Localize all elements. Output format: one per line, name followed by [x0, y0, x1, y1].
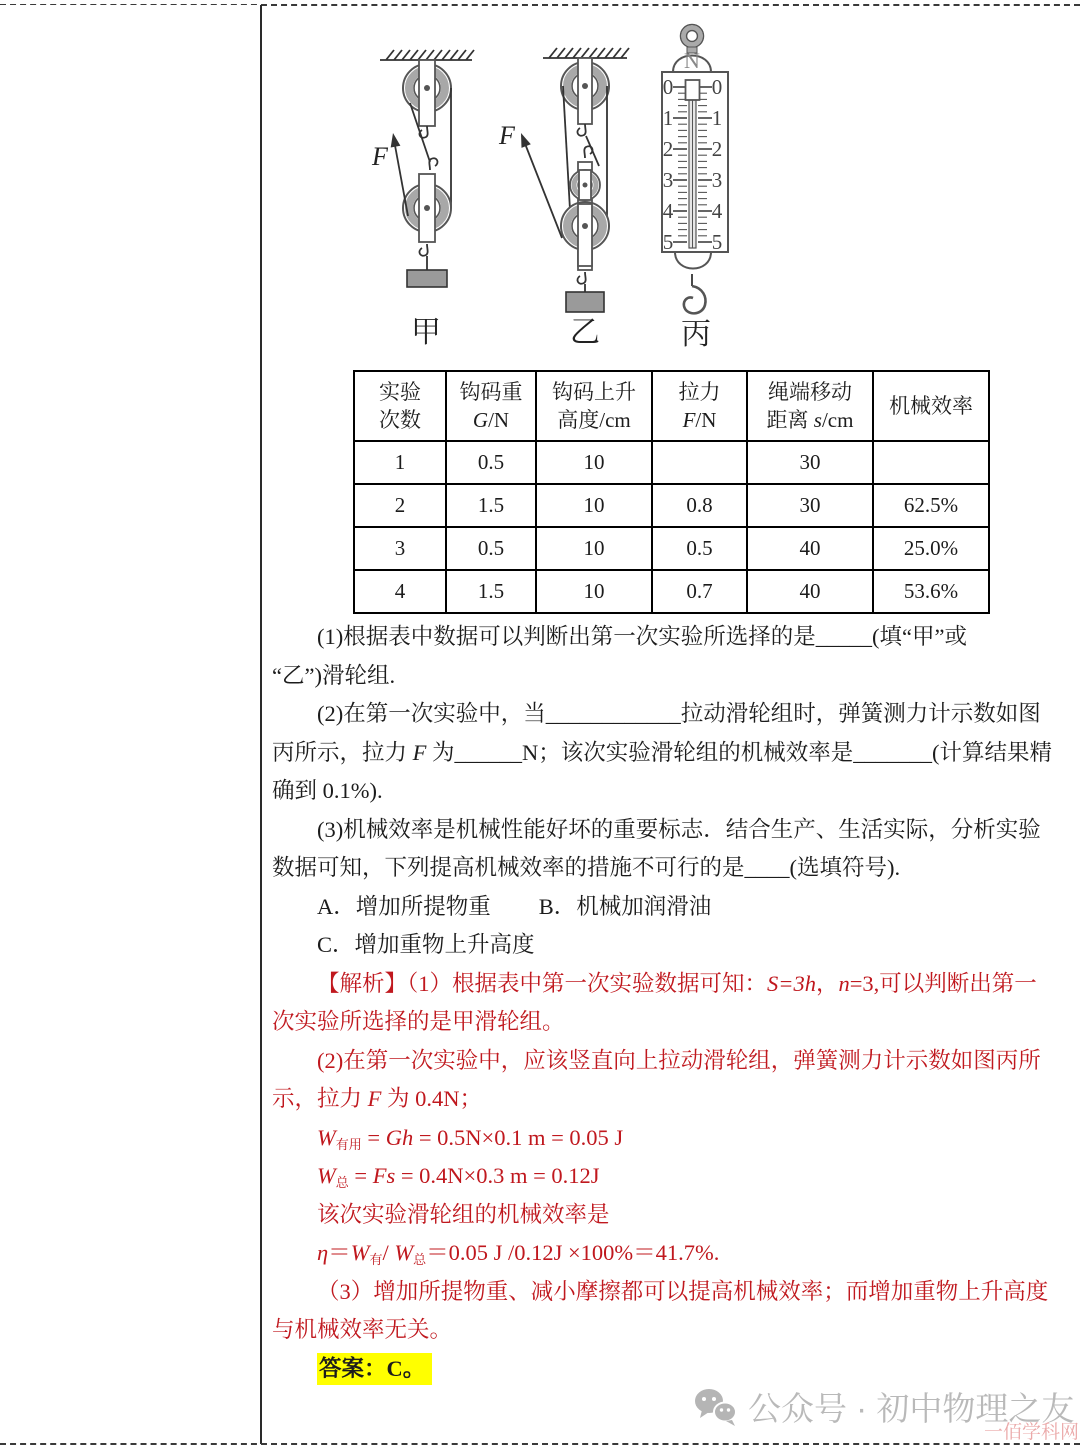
column-divider-line: [260, 5, 262, 1444]
text-segment: W: [317, 1124, 336, 1150]
table-header-cell: [536, 371, 652, 441]
ceiling-hatch-yi: [543, 48, 629, 58]
text-segment: B．机械加润滑油: [538, 893, 712, 919]
text-segment: F: [367, 1086, 382, 1111]
site-watermark: 一佰学科网: [984, 1422, 1080, 1443]
analysis-10: [272, 1311, 1062, 1350]
options-ab: [272, 888, 1062, 927]
text-segment: =: [348, 1163, 373, 1188]
text-segment: 该次实验滑轮组的机械效率是: [317, 1201, 610, 1227]
text-segment: 高度/cm: [557, 408, 631, 432]
text-segment: 有用: [335, 1136, 362, 1152]
wechat-watermark-text: 公众号 · 初中物理之友: [748, 1390, 1075, 1427]
text-segment: ，: [815, 970, 839, 996]
analysis-8: [272, 1234, 1062, 1273]
spring-scale-bing: [662, 25, 728, 352]
analysis-7: [272, 1196, 1062, 1235]
scale-unit-label: N: [684, 48, 700, 73]
analysis-4: [272, 1080, 1062, 1119]
text-segment: /N: [488, 408, 510, 432]
q2-line3: [272, 772, 1062, 811]
table-cell: 53.6%: [873, 570, 989, 613]
text-segment: 答案：C。: [317, 1353, 432, 1385]
text-segment: (2)在第一次实验中，当____________拉动滑轮组时，弹簧测力计示数如图: [317, 701, 1041, 726]
pulley-system-yi: [498, 48, 629, 349]
scale-tick-number: 2: [662, 137, 674, 161]
table-cell: 10: [536, 527, 652, 570]
text-segment: S=3h: [767, 970, 816, 996]
text-segment: 距离: [766, 408, 814, 432]
force-label-jia: F: [372, 142, 388, 171]
table-row: [354, 570, 989, 613]
text-segment: Gh: [385, 1124, 414, 1150]
analysis-2: [272, 1003, 1062, 1042]
text-segment: 有: [369, 1252, 383, 1267]
scale-tick-number: 4: [662, 199, 674, 223]
text-segment: /: [382, 1240, 395, 1265]
q1-line2: [272, 657, 1062, 696]
table-header-cell: [873, 371, 989, 441]
text-segment: “乙”)滑轮组.: [272, 662, 396, 688]
main-content: [272, 20, 1062, 1388]
text-segment: /cm: [821, 408, 854, 432]
table-header-cell: [354, 371, 446, 441]
scale-tick-number: 4: [711, 199, 723, 223]
text-segment: 次实验所选择的是甲滑轮组。: [272, 1009, 565, 1034]
experiment-data-table: [353, 370, 990, 614]
table-cell: 10: [536, 441, 652, 484]
q2-line1: [272, 695, 1062, 734]
scale-tick-number: 0: [711, 75, 723, 99]
text-segment: 【解析】（1）根据表中第一次实验数据可知：: [317, 970, 768, 996]
table-cell: 0.5: [446, 527, 536, 570]
scale-hook: [684, 286, 706, 313]
text-segment: W: [350, 1240, 370, 1265]
q2-line2: [272, 734, 1062, 773]
text-segment: （3）增加所提物重、减小摩擦都可以提高机械效率；而增加重物上升高度: [317, 1278, 1049, 1304]
scale-tick-number: 1: [662, 106, 674, 130]
table-cell: 62.5%: [873, 484, 989, 527]
text-segment: 示，拉力: [272, 1086, 368, 1111]
table-cell: 0.5: [446, 441, 536, 484]
text-segment: 为______N；该次实验滑轮组的机械效率是_______(计算结果精: [426, 739, 1053, 765]
scale-tick-number: 5: [711, 230, 723, 254]
text-segment: 总: [413, 1252, 427, 1267]
text-segment: 钩码重: [459, 380, 523, 404]
table-cell: 2: [354, 484, 446, 527]
text-segment: 拉力: [678, 380, 721, 404]
table-header-cell: [747, 371, 873, 441]
table-row: [354, 441, 989, 484]
figure-label-jia: 甲: [411, 316, 441, 349]
scale-tick-number: 2: [711, 137, 723, 161]
table-cell: 1: [354, 441, 446, 484]
table-cell: 1.5: [446, 484, 536, 527]
ceiling-hatch-jia: [380, 50, 474, 60]
text-segment: =: [361, 1124, 386, 1150]
text-segment: = 0.4N×0.3 m = 0.12J: [395, 1163, 600, 1188]
scale-tick-number: 5: [662, 230, 674, 254]
pulley-diagram-figure: [360, 20, 790, 356]
text-segment: Fs: [372, 1163, 396, 1188]
text-segment: η: [317, 1240, 329, 1265]
table-row: [354, 527, 989, 570]
text-segment: n: [838, 970, 850, 996]
text-segment: = 0.5N×0.1 m = 0.05 J: [413, 1124, 624, 1150]
text-segment: 与机械效率无关。: [272, 1317, 453, 1342]
q3-line1: [272, 811, 1062, 850]
table-header-cell: [652, 371, 747, 441]
scale-tick-number: 3: [662, 168, 674, 192]
text-segment: 数据可知，下列提高机械效率的措施不可行的是____(选填符号).: [272, 855, 901, 880]
text-segment: F: [412, 739, 427, 765]
text-segment: 总: [335, 1175, 349, 1190]
analysis-6: [272, 1157, 1062, 1196]
analysis-5: [272, 1119, 1062, 1158]
scale-tick-number: 0: [662, 75, 674, 99]
text-segment: s: [813, 408, 822, 432]
text-segment: ＝0.05 J /0.12J ×100%＝41.7%.: [426, 1240, 720, 1265]
text-segment: W: [317, 1163, 336, 1188]
text-segment: 为 0.4N；: [381, 1086, 483, 1111]
force-arrowhead-yi: [521, 133, 531, 148]
figure-label-yi: 乙: [570, 316, 600, 349]
table-header-cell: [446, 371, 536, 441]
options-c: [272, 926, 1062, 965]
table-cell: [652, 441, 747, 484]
text-segment: 实验: [379, 380, 421, 404]
weight-jia: [407, 270, 447, 287]
table-header-row: [354, 371, 989, 441]
text-segment: A．增加所提物重: [317, 893, 491, 919]
scale-tick-number: 1: [711, 106, 723, 130]
analysis-1: [272, 965, 1062, 1004]
text-segment: 绳端移动: [768, 380, 852, 404]
table-cell: 30: [747, 441, 873, 484]
text-segment: G: [472, 408, 489, 432]
empty-left-column: [0, 5, 260, 1443]
table-cell: 10: [536, 484, 652, 527]
table-cell: 0.7: [652, 570, 747, 613]
table-cell: 30: [747, 484, 873, 527]
wechat-icon: [694, 1388, 738, 1426]
table-cell: 0.5: [652, 527, 747, 570]
bottom-dashed-border: [0, 1443, 1080, 1445]
text-segment: 确到 0.1%).: [272, 778, 383, 803]
text-segment: ＝: [328, 1240, 351, 1265]
analysis-9: [272, 1273, 1062, 1312]
table-cell: 0.8: [652, 484, 747, 527]
force-label-yi: F: [499, 121, 515, 150]
figure-label-bing: 丙: [681, 318, 711, 351]
q1-line1: [272, 618, 1062, 657]
text-segment: (3)机械效率是机械性能好坏的重要标志．结合生产、生活实际，分析实验: [317, 816, 1041, 842]
table-cell: 1.5: [446, 570, 536, 613]
scale-pointer: [686, 80, 700, 100]
text-segment: 机械效率: [889, 394, 973, 418]
text-segment: (2)在第一次实验中，应该竖直向上拉动滑轮组，弹簧测力计示数如图丙所: [317, 1047, 1041, 1073]
table-cell: 40: [747, 570, 873, 613]
text-segment: F: [682, 408, 696, 432]
analysis-3: [272, 1042, 1062, 1081]
text-segment: /N: [695, 408, 717, 432]
text-segment: =3,可以判断出第一: [849, 970, 1037, 996]
table-cell: 25.0%: [873, 527, 989, 570]
text-segment: W: [394, 1240, 414, 1265]
text-segment: 丙所示，拉力: [272, 739, 413, 765]
table-cell: [873, 441, 989, 484]
force-arrowhead-jia: [391, 133, 401, 148]
table-cell: 4: [354, 570, 446, 613]
text-segment: (1)根据表中数据可以判断出第一次实验所选择的是_____(填“甲”或: [317, 624, 967, 649]
q3-line2: [272, 849, 1062, 888]
table-cell: 10: [536, 570, 652, 613]
pulley-system-jia: [371, 50, 474, 349]
text-segment: 钩码上升: [552, 380, 636, 404]
table-cell: 40: [747, 527, 873, 570]
scale-tick-number: 3: [711, 168, 723, 192]
weight-yi: [566, 292, 604, 312]
text-segment: C．增加重物上升高度: [317, 932, 535, 957]
table-cell: 3: [354, 527, 446, 570]
text-segment: 次数: [379, 408, 421, 432]
table-row: [354, 484, 989, 527]
question-and-analysis-text: [272, 618, 1062, 1388]
